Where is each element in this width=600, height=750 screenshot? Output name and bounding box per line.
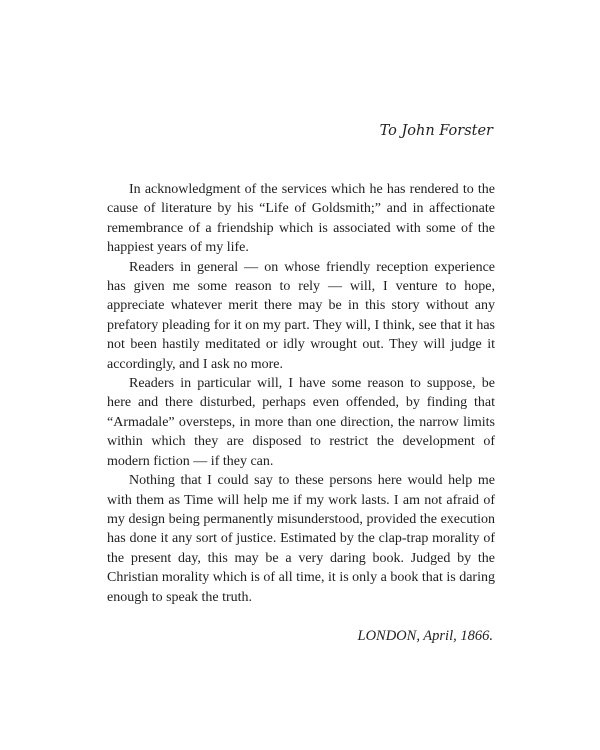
preface-paragraph-3: Readers in particular will, I have some reason to suppose, be here and there disturbed, perhaps even offended, by finding that “Armadale” oversteps, in more than one direction, the narrow limits within which they are disposed to restrict the development of modern fiction — if they can. (107, 376, 495, 469)
preface-paragraph-2: Readers in general — on whose friendly reception experience has given me some reason to rely — will, I venture to hope, appreciate whatever merit there may be in this story without any prefatory pleading for it on my part. They will, I think, see that it has not been hastily meditated or idly wrought out. They will judge it accordingly, and I ask no more. (107, 259, 495, 372)
preface-body (107, 180, 495, 607)
preface-paragraph-4: Nothing that I could say to these persons here would help me with them as Time will help me if my work lasts. I am not afraid of my design being permanently misunderstood, provided the execution has done it any sort of justice. Estimated by the clap-trap morality of the present day, this may be a very daring book. Judged by the Christian morality which is of all time, it is only a book that is daring enough to speak the truth. (107, 473, 495, 605)
preface-paragraph-1: In acknowledgment of the services which he has rendered to the cause of literature by his “Life of Goldsmith;” and in affectionate remembrance of a friendship which is associated with some of the happiest years of my life. (107, 182, 495, 256)
dedication-line: To John Forster (379, 123, 493, 139)
signature-line: LONDON, April, 1866. (357, 628, 493, 644)
